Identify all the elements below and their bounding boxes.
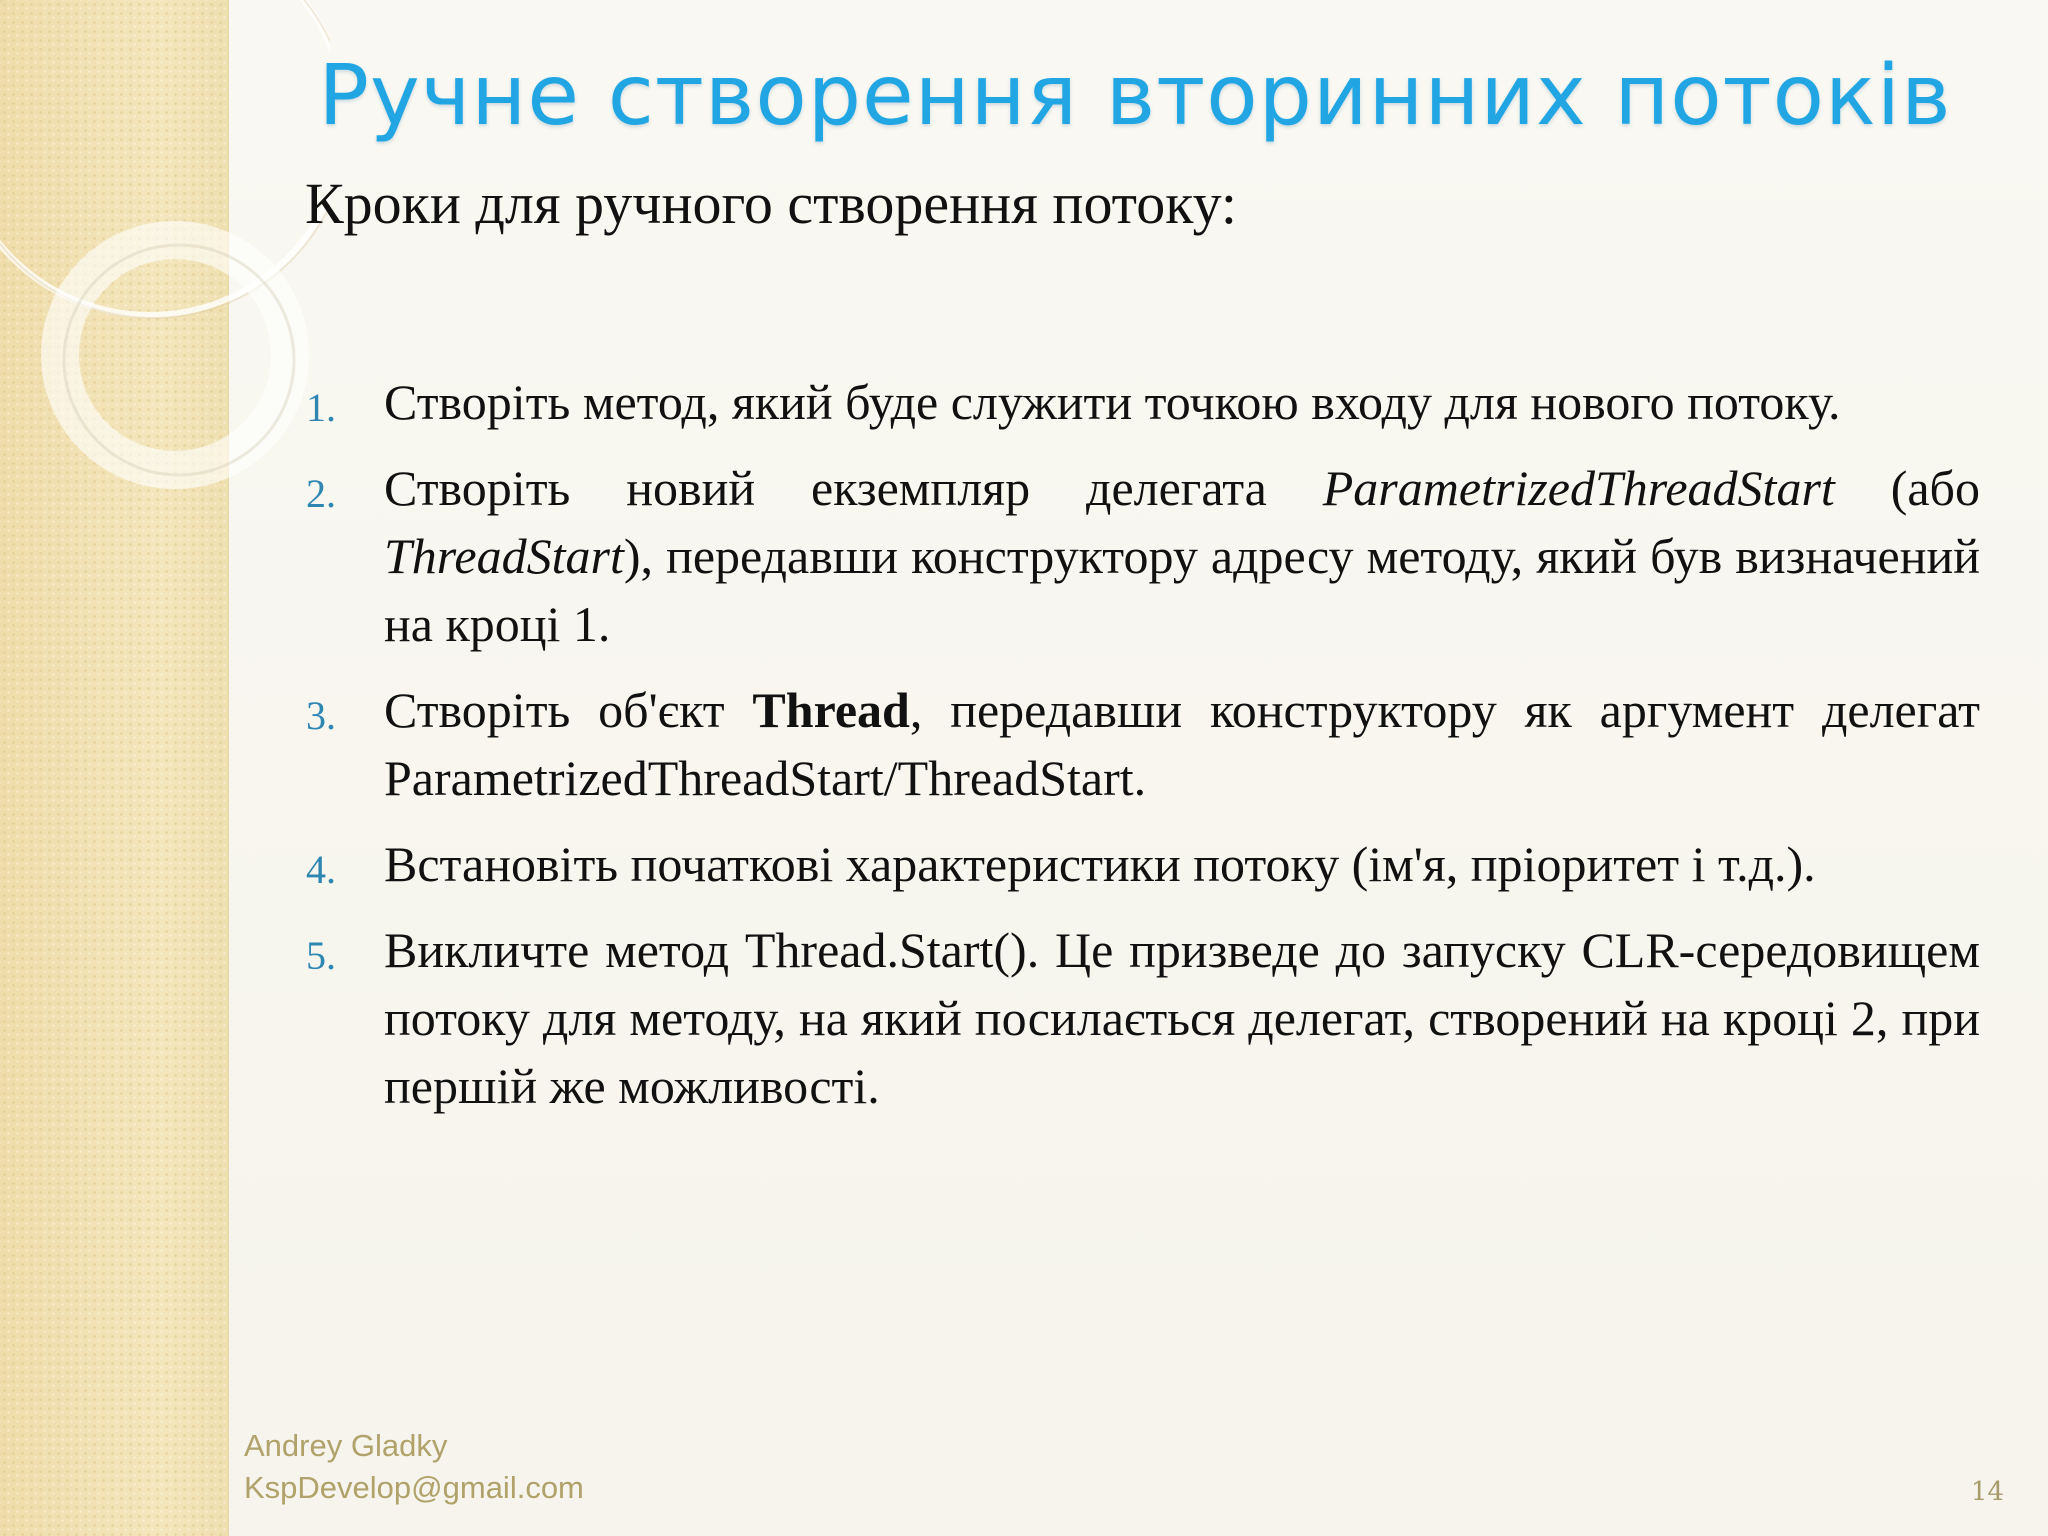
step-item	[300, 368, 1980, 436]
step-text-segment: Створіть об'єкт	[384, 682, 753, 738]
step-text-segment: Thread	[752, 682, 910, 738]
step-text-segment: Створіть метод, який буде служити точкою входу для нового потоку.	[384, 374, 1841, 430]
step-text-segment: ThreadStart	[384, 528, 624, 584]
step-number: 5.	[306, 933, 336, 978]
step-number: 1.	[306, 385, 336, 430]
step-text	[384, 830, 1980, 898]
step-number: 4.	[306, 847, 336, 892]
step-text-segment: ), передавши конструктору адресу методу, який був визначений на кроці 1.	[384, 528, 1980, 652]
steps-list	[300, 368, 1980, 1138]
step-number: 2.	[306, 471, 336, 516]
step-text-segment: (або	[1834, 460, 1980, 516]
footer-author: Andrey Gladky	[244, 1428, 448, 1463]
step-item	[300, 676, 1980, 812]
step-text	[384, 454, 1980, 658]
step-number: 3.	[306, 693, 336, 738]
step-text	[384, 676, 1980, 812]
step-text-segment: Створіть новий екземпляр делегата	[384, 460, 1323, 516]
step-text-segment: Встановіть початкові характеристики потоку (ім'я, пріоритет і т.д.).	[384, 836, 1816, 892]
step-text	[384, 916, 1980, 1120]
step-item	[300, 454, 1980, 658]
page-number: 14	[1970, 1477, 2004, 1507]
footer-email: KspDevelop@gmail.com	[244, 1470, 584, 1505]
step-text-segment: Викличте метод Thread.Start(). Це призведе до запуску CLR-середовищем потоку для методу, на який посилається делегат, створений на кроці 2, при першій же можливості.	[384, 922, 1980, 1114]
step-item	[300, 830, 1980, 898]
step-item	[300, 916, 1980, 1120]
step-text-segment: ParametrizedThreadStart	[1322, 460, 1835, 516]
intro-text: Кроки для ручного створення потоку:	[305, 171, 1237, 236]
step-text-segment: , передавши конструктору як аргумент делегат ParametrizedThreadStart/ThreadStart.	[384, 682, 1980, 806]
slide-title: Ручне створення вторинних потоків	[318, 46, 1952, 144]
step-text	[384, 368, 1980, 436]
